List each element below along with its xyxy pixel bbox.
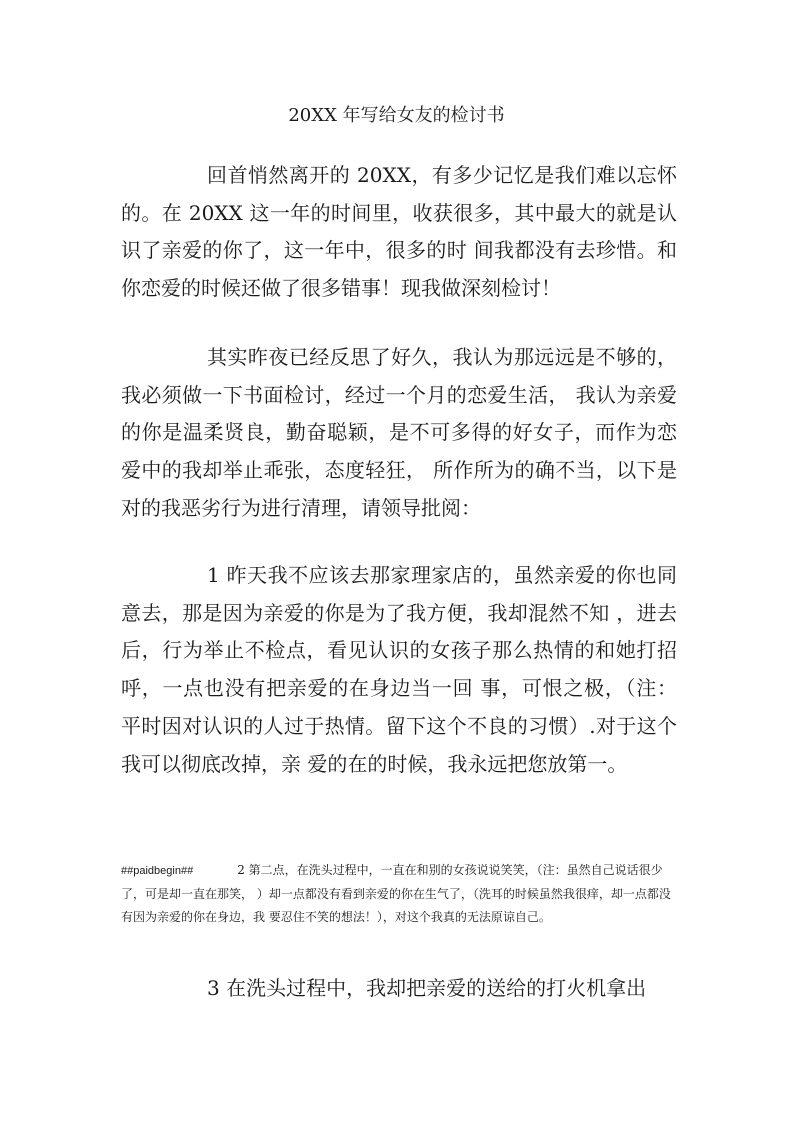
paragraph-intro: 回首悄然离开的 20XX，有多少记忆是我们难以忘怀的。在 20XX 这一年的时间里，收获很多，其中最大的就是认识了亲爱的你了，这一年中，很多的时 间我都没有去珍惜。和你恋爱的时候还做了很多错事！现我做深刻检讨！: [121, 163, 677, 301]
paragraph-point-2: [121, 859, 677, 929]
paid-marker: ##paidbegin##: [121, 865, 194, 877]
paragraph-point-1: 1 昨天我不应该去那家理家店的，虽然亲爱的你也同意去，那是因为亲爱的你是为了我方便，我却混然不知 ，进去后，行为举止不检点，看见认识的女孩子那么热情的和她打招呼，一点也没有把亲爱的在身边当一回 事，可恨之极，（注：平时因对认识的人过于热情。留下这个不良的习惯）.对于这个我可以彻底改掉，亲 爱的在的时候，我永远把您放第一。: [121, 563, 677, 776]
paragraph-reflection: 其实昨夜已经反思了好久，我认为那远远是不够的，我必须做一下书面检讨，经过一个月的恋爱生活， 我认为亲爱的你是温柔贤良，勤奋聪颖，是不可多得的好女子，而作为恋爱中的我却举止乖张，态度轻狂， 所作所为的确不当，以下是对的我恶劣行为进行清理，请领导批阅：: [121, 345, 677, 520]
document-title: 20XX 年写给女友的检讨书: [288, 105, 505, 126]
paragraph-point-3: 3 在洗头过程中，我却把亲爱的送给的打火机拿出: [207, 976, 647, 1000]
paragraph-point-2-text: 2 第二点，在洗头过程中，一直在和别的女孩说说笑笑，（注：虽然自己说话很少了，可是却一直在那笑， ）却一点都没有看到亲爱的你在生气了，（洗耳的时候虽然我很痒，却一点都没有因为亲爱的你在身边，我 要忍住不笑的想法！），对这个我真的无法原谅自己。: [121, 863, 671, 924]
